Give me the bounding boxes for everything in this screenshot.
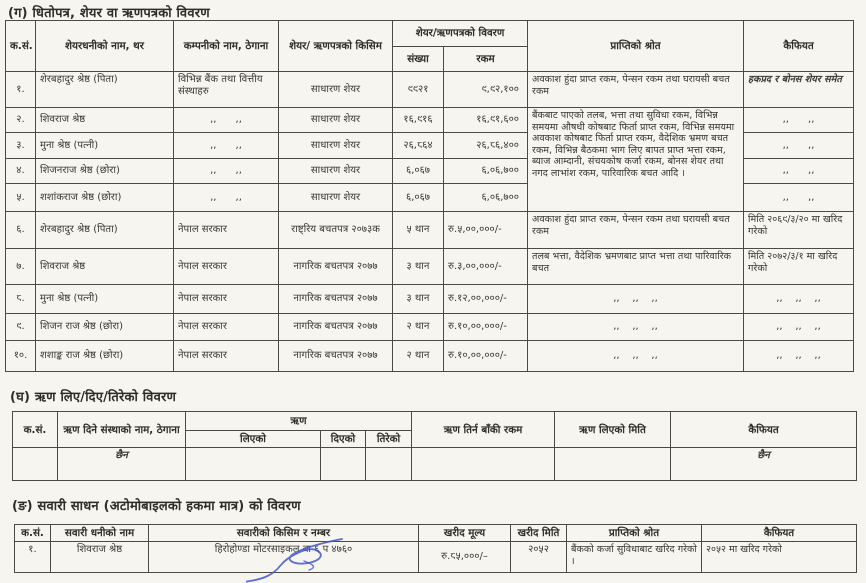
cell-kind: साधारण शेयर xyxy=(279,159,393,184)
cell-owner: मुना श्रेष्ठ (पत्नी) xyxy=(36,285,174,314)
cell-company: नेपाल सरकार xyxy=(174,249,279,285)
col-due: ऋण तिर्न बाँकी रकम xyxy=(412,412,555,448)
cell-owner: शशांकराज श्रेष्ठ (छोरा) xyxy=(36,184,174,212)
table-row xyxy=(6,72,854,108)
cell-company: ,, ,, xyxy=(174,184,279,212)
cell-owner: शशाङ्क राज श्रेष्ठ (छोरा) xyxy=(36,341,174,372)
cell-purchase-date: २०५२ xyxy=(511,542,567,573)
col-purchase-date: खरीद मिति xyxy=(511,525,567,542)
cell-kind: साधारण शेयर xyxy=(279,184,393,212)
cell-sn-empty xyxy=(13,448,58,481)
table-row xyxy=(13,448,857,481)
col-source: प्राप्तिको श्रोत xyxy=(567,525,702,542)
cell-remarks: २०५२ मा खरिद गरेको xyxy=(702,542,857,573)
col-remarks: कैफियत xyxy=(702,525,857,542)
table-row xyxy=(6,108,854,133)
cell-amount: ६,०६,७०० xyxy=(444,159,528,184)
cell-company: नेपाल सरकार xyxy=(174,285,279,314)
col-company: कम्पनीको नाम, ठेगाना xyxy=(174,21,279,72)
cell-sn: ५. xyxy=(6,184,36,212)
cell-remarks: ,, ,, xyxy=(744,108,854,133)
cell-sn: ४. xyxy=(6,159,36,184)
table-header-row xyxy=(15,525,857,542)
col-amount: रकम xyxy=(444,47,528,72)
cell-count: ३ थान xyxy=(393,249,444,285)
table-row xyxy=(6,249,854,285)
securities-table xyxy=(5,20,854,372)
cell-company: ,, ,, xyxy=(174,133,279,159)
cell-amount: रु.१२,००,०००/- xyxy=(444,285,528,314)
cell-amount: १६,९१,६०० xyxy=(444,108,528,133)
section-nga-title: (ङ) सवारी साधन (अटोमोबाइलको हकमा मात्र) को विवरण xyxy=(12,499,301,514)
cell-sn: ८. xyxy=(6,285,36,314)
cell-remarks: ,, ,, ,, xyxy=(744,285,854,314)
cell-remarks: हकप्रद र बोनस शेयर समेत xyxy=(744,72,854,108)
cell-amount: रु.१०,००,०००/- xyxy=(444,341,528,372)
cell-amount: ६,०६,७०० xyxy=(444,184,528,212)
cell-count: ५ थान xyxy=(393,212,444,249)
cell-count: ६,०६७ xyxy=(393,159,444,184)
cell-amount: ९,९२,१०० xyxy=(444,72,528,108)
cell-remarks: मिति २०६९/३/२० मा खरिद गरेको xyxy=(744,212,854,249)
cell-date-empty xyxy=(555,448,671,481)
cell-paid-empty xyxy=(366,448,412,481)
col-owner: शेयरधनीको नाम, थर xyxy=(36,21,174,72)
table-row xyxy=(6,285,854,314)
col-vehicle-owner: सवारी धनीको नाम xyxy=(51,525,149,542)
cell-count: ६,०६७ xyxy=(393,184,444,212)
cell-kind: नागरिक बचतपत्र २०७७ xyxy=(279,249,393,285)
col-sn: क.सं. xyxy=(13,412,58,448)
cell-sn: १०. xyxy=(6,341,36,372)
cell-source-merged: बैंकबाट पाएको तलब, भत्ता तथा सुविधा रकम, विभिन्न समयमा औषधी कोषबाट फिर्ता प्राप्त रकम, विभिन्न समयमा अवकाश कोषबाट फिर्ता प्राप्त रकम, वैदेशिक भ्रमण बचत रकम, विभिन्न बैठकमा भाग लिए बापत प्राप्त भत्ता रकम, ब्याज आम्दानी, संचयकोष कर्जा रकम, बोनस शेयर तथा नगद लाभांश रकम, पारिवारिक बचत आदि । xyxy=(528,108,744,212)
cell-kind: साधारण शेयर xyxy=(279,72,393,108)
col-detail: शेयर/ऋणपत्रको विवरण xyxy=(393,21,528,47)
cell-sn: ९. xyxy=(6,314,36,341)
section-gha-title: (घ) ऋण लिए/दिए/तिरेको विवरण xyxy=(10,390,177,405)
loan-table xyxy=(12,411,857,481)
col-loan-date: ऋण लिएको मिति xyxy=(555,412,671,448)
table-row xyxy=(6,212,854,249)
cell-remarks: ,, ,, xyxy=(744,184,854,212)
col-remarks: कैफियत xyxy=(744,21,854,72)
table-header-row xyxy=(13,412,857,431)
cell-company: ,, ,, xyxy=(174,159,279,184)
vehicle-table xyxy=(14,524,857,573)
cell-count: २ थान xyxy=(393,341,444,372)
col-remarks: कैफियत xyxy=(671,412,857,448)
cell-count: ३ थान xyxy=(393,285,444,314)
cell-amount: रु.१०,००,०००/- xyxy=(444,314,528,341)
cell-company: नेपाल सरकार xyxy=(174,341,279,372)
col-lender: ऋण दिने संस्थाको नाम, ठेगाना xyxy=(58,412,186,448)
cell-kind: नागरिक बचतपत्र २०७७ xyxy=(279,314,393,341)
cell-kind: नागरिक बचतपत्र २०७७ xyxy=(279,341,393,372)
cell-kind: साधारण शेयर xyxy=(279,133,393,159)
cell-remarks: ,, ,, xyxy=(744,159,854,184)
cell-owner: मुना श्रेष्ठ (पत्नी) xyxy=(36,133,174,159)
col-source: प्राप्तिको श्रोत xyxy=(528,21,744,72)
cell-company: नेपाल सरकार xyxy=(174,212,279,249)
cell-lender: छैन xyxy=(58,448,186,481)
cell-vehicle-kind: हिरोहोण्डा मोटरसाइकल बा ६ प ४७६० xyxy=(149,542,419,573)
cell-sn: १. xyxy=(6,72,36,108)
cell-sn: ७. xyxy=(6,249,36,285)
cell-kind: साधारण शेयर xyxy=(279,108,393,133)
cell-owner: शिवराज श्रेष्ठ xyxy=(36,108,174,133)
col-kind: शेयर/ ऋणपत्रको किसिम xyxy=(279,21,393,72)
table-row xyxy=(15,542,857,573)
cell-count: ९९२१ xyxy=(393,72,444,108)
table-row xyxy=(6,341,854,372)
cell-owner: शिजनराज श्रेष्ठ (छोरा) xyxy=(36,159,174,184)
col-given: दिएको xyxy=(321,431,366,448)
table-row xyxy=(6,314,854,341)
cell-count: १६,९१६ xyxy=(393,108,444,133)
cell-company: ,, ,, xyxy=(174,108,279,133)
cell-sn: २. xyxy=(6,108,36,133)
col-loan: ऋण xyxy=(186,412,412,431)
cell-amount: रु.३,००,०००/- xyxy=(444,249,528,285)
cell-company: नेपाल सरकार xyxy=(174,314,279,341)
cell-remarks: ,, ,, ,, xyxy=(744,341,854,372)
cell-kind: नागरिक बचतपत्र २०७७ xyxy=(279,285,393,314)
cell-source: अवकाश हुंदा प्राप्त रकम, पेन्सन रकम तथा घरायसी बचत रकम xyxy=(528,212,744,249)
cell-taken-empty xyxy=(186,448,321,481)
cell-count: २ थान xyxy=(393,314,444,341)
cell-source: ,, ,, ,, xyxy=(528,285,744,314)
cell-price: रु.८५,०००/– xyxy=(419,542,511,573)
col-sn: क.सं. xyxy=(6,21,36,72)
cell-sn: ३. xyxy=(6,133,36,159)
col-vehicle-kind: सवारीको किसिम र नम्बर xyxy=(149,525,419,542)
cell-due-empty xyxy=(412,448,555,481)
cell-source: तलब भत्ता, वैदेशिक भ्रमणबाट प्राप्त भत्ता तथा पारिवारिक बचत xyxy=(528,249,744,285)
cell-source: अवकाश हुंदा प्राप्त रकम, पेन्सन रकम तथा घरायसी बचत रकम xyxy=(528,72,744,108)
cell-sn: ६. xyxy=(6,212,36,249)
cell-kind: राष्ट्रिय बचतपत्र २०७३क xyxy=(279,212,393,249)
cell-source: ,, ,, ,, xyxy=(528,341,744,372)
cell-source: बैंकको कर्जा सुविधाबाट खरिद गरेको । xyxy=(567,542,702,573)
col-price: खरीद मूल्य xyxy=(419,525,511,542)
cell-vehicle-owner: शिवराज श्रेष्ठ xyxy=(51,542,149,573)
col-taken: लिएको xyxy=(186,431,321,448)
cell-owner: शिजन राज श्रेष्ठ (छोरा) xyxy=(36,314,174,341)
section-g-title: (ग) धितोपत्र, शेयर वा ऋणपत्रको विवरण xyxy=(8,6,210,21)
cell-amount: रु.५,००,०००/- xyxy=(444,212,528,249)
cell-sn: १. xyxy=(15,542,51,573)
cell-given-empty xyxy=(321,448,366,481)
cell-owner: शेरबहादुर श्रेष्ठ (पिता) xyxy=(36,212,174,249)
cell-amount: २६,८६,४०० xyxy=(444,133,528,159)
cell-remarks: ,, ,, ,, xyxy=(744,314,854,341)
cell-remarks: छैन xyxy=(671,448,857,481)
cell-source: ,, ,, ,, xyxy=(528,314,744,341)
col-count: संख्या xyxy=(393,47,444,72)
table-header-row xyxy=(6,21,854,47)
col-sn: क.सं. xyxy=(15,525,51,542)
cell-remarks: ,, ,, xyxy=(744,133,854,159)
cell-owner: शेरबहादुर श्रेष्ठ (पिता) xyxy=(36,72,174,108)
cell-owner: शिवराज श्रेष्ठ xyxy=(36,249,174,285)
cell-company: विभिन्न बैंक तथा वित्तीय संस्थाहरु xyxy=(174,72,279,108)
cell-remarks: मिति २०७२/३/१ मा खरिद गरेको xyxy=(744,249,854,285)
col-paid: तिरेको xyxy=(366,431,412,448)
cell-count: २६,८६४ xyxy=(393,133,444,159)
